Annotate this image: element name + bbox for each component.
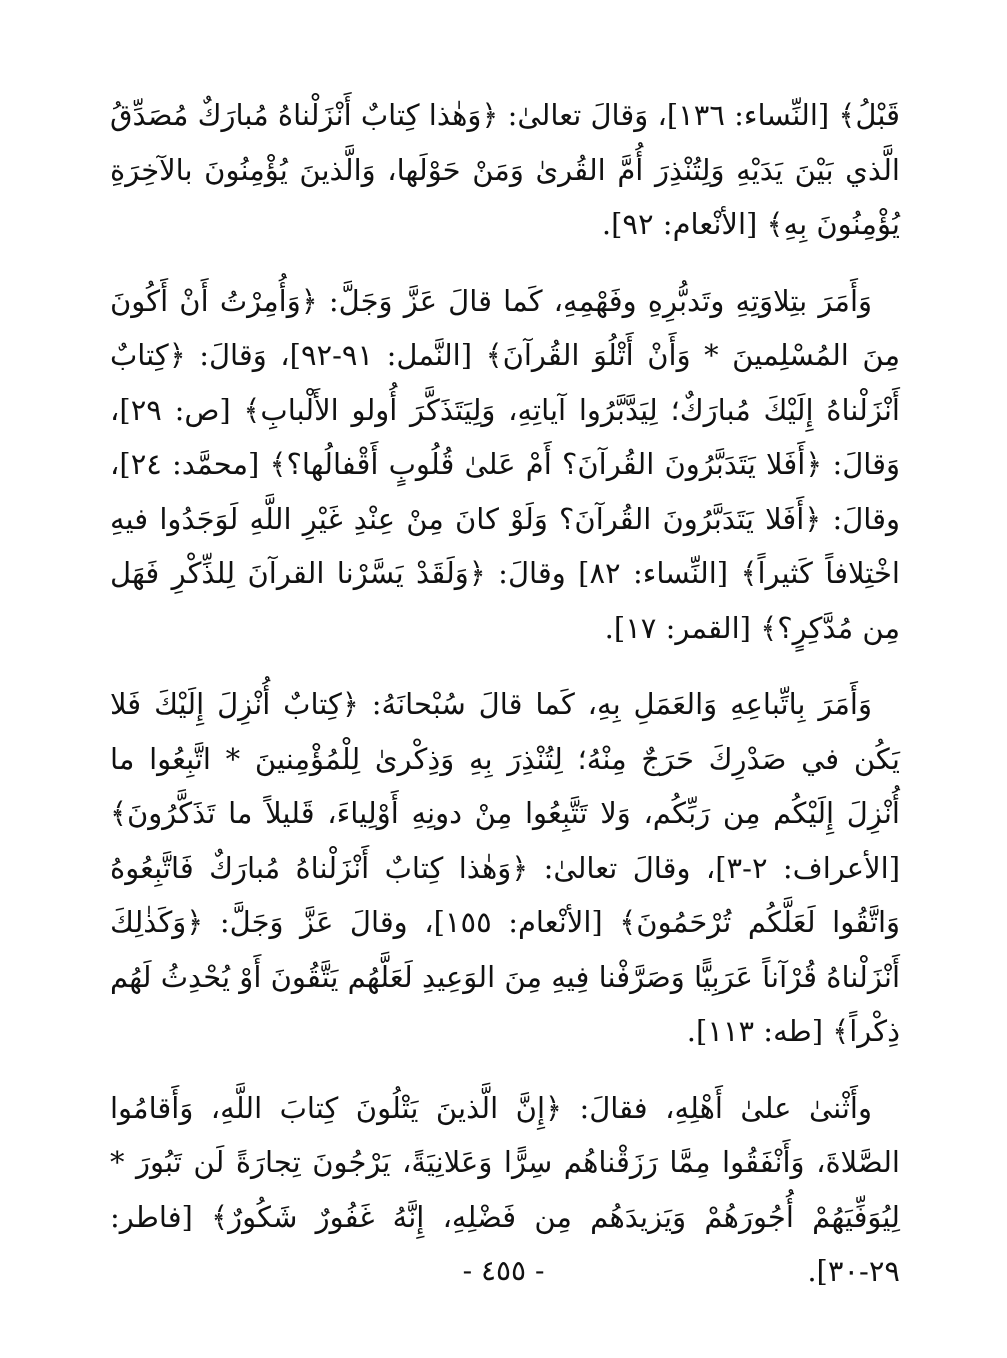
page-body bbox=[110, 88, 900, 1321]
paragraph-3: وَأَمَرَ بِاتِّباعِهِ وَالعَمَلِ بِهِ، كَما قالَ سُبْحانَهُ: ﴿كِتابٌ أُنْزِلَ إِلَيْكَ فَلا يَكُن في صَدْرِكَ حَرَجٌ مِنْهُ؛ لِتُنْذِرَ بِهِ وَذِكْرىٰ لِلْمُؤْمِنينَ * اتَّبِعُوا ما أُنْزِلَ إِلَيْكُم مِن رَبِّكُم، وَلا تَتَّبِعُوا مِنْ دونِهِ أَوْلِياءَ، قَليلاً ما تَذَكَّرُونَ﴾ [الأعراف: ٢-٣]، وقالَ تعالىٰ: ﴿وَهٰذا كِتابٌ أَنْزَلْناهُ مُبارَكٌ فَاتَّبِعُوهُ وَاتَّقُوا لَعَلَّكُم تُرْحَمُونَ﴾ [الأنْعام: ١٥٥]، وقالَ عَزَّ وَجَلَّ: ﴿وَكَذٰلِكَ أَنْزَلْناهُ قُرْآناً عَرَبِيًّا وَصَرَّفْنا فِيهِ مِنَ الوَعِيدِ لَعَلَّهُم يَتَّقُونَ أَوْ يُحْدِثُ لَهُم ذِكْراً﴾ [طه: ١١٣]. bbox=[110, 687, 901, 1048]
page-number: - ٤٥٥ - bbox=[462, 1254, 545, 1287]
paragraph-2: وَأَمَرَ بتِلاوَتِهِ وتَدبُّرِهِ وفَهْمِهِ، كَما قالَ عَزَّ وَجَلَّ: ﴿وَأُمِرْتُ أَنْ أَكُونَ مِنَ المُسْلِمينَ * وَأَنْ أَتْلُوَ القُرآنَ﴾ [النَّمل: ٩١-٩٢]، وَقالَ: ﴿كِتابٌ أَنْزَلْناهُ إِلَيْكَ مُبارَكٌ؛ لِيَدَّبَّرُوا آياتِهِ، وَلِيَتَذَكَّرَ أُولو الأَلْبابِ﴾ [ص: ٢٩]، وَقالَ: ﴿أَفَلا يَتَدَبَّرُونَ القُرآنَ؟ أَمْ عَلىٰ قُلُوبٍ أَقْفالُها؟﴾ [محمَّد: ٢٤]، وقالَ: ﴿أَفَلا يَتَدَبَّرُونَ القُرآنَ؟ وَلَوْ كانَ مِنْ عِنْدِ غَيْرِ اللَّهِ لَوَجَدُوا فيهِ اخْتِلافاً كَثيراً﴾ [النِّساء: ٨٢] وقالَ: ﴿وَلَقَدْ يَسَّرْنا القرآنَ لِلذِّكْرِ فَهَل مِن مُدَّكِرٍ؟﴾ [القمر: ١٧]. bbox=[110, 283, 900, 645]
paragraph-4: وأَثْنىٰ علىٰ أَهْلِهِ، فقالَ: ﴿إِنَّ الَّذينَ يَتْلُونَ كِتابَ اللَّهِ، وَأَقامُوا الصَّلاةَ، وَأَنْفَقُوا مِمَّا رَزَقْناهُم سِرًّا وَعَلانِيَةً، يَرْجُونَ تِجارَةً لَن تَبُورَ * لِيُوَفِّيَهُمْ أُجُورَهُمْ وَيَزيدَهُم مِن فَضْلِهِ، إِنَّهُ غَفُورٌ شَكُورٌ﴾ [فاطر: ٢٩-٣٠]. bbox=[110, 1090, 900, 1288]
paragraph-1: قَبْلُ﴾ [النِّساء: ١٣٦]، وَقالَ تعالىٰ: ﴿وَهٰذا كِتابٌ أَنْزَلْناهُ مُبارَكٌ مُصَدِّقُ الَّذي بَيْنَ يَدَيْهِ وَلِتُنْذِرَ أُمَّ القُرىٰ وَمَنْ حَوْلَها، وَالَّذينَ يُؤْمِنُونَ بالآخِرَةِ يُؤْمِنُونَ بِهِ﴾ [الأنْعام: ٩٢]. bbox=[110, 98, 901, 241]
